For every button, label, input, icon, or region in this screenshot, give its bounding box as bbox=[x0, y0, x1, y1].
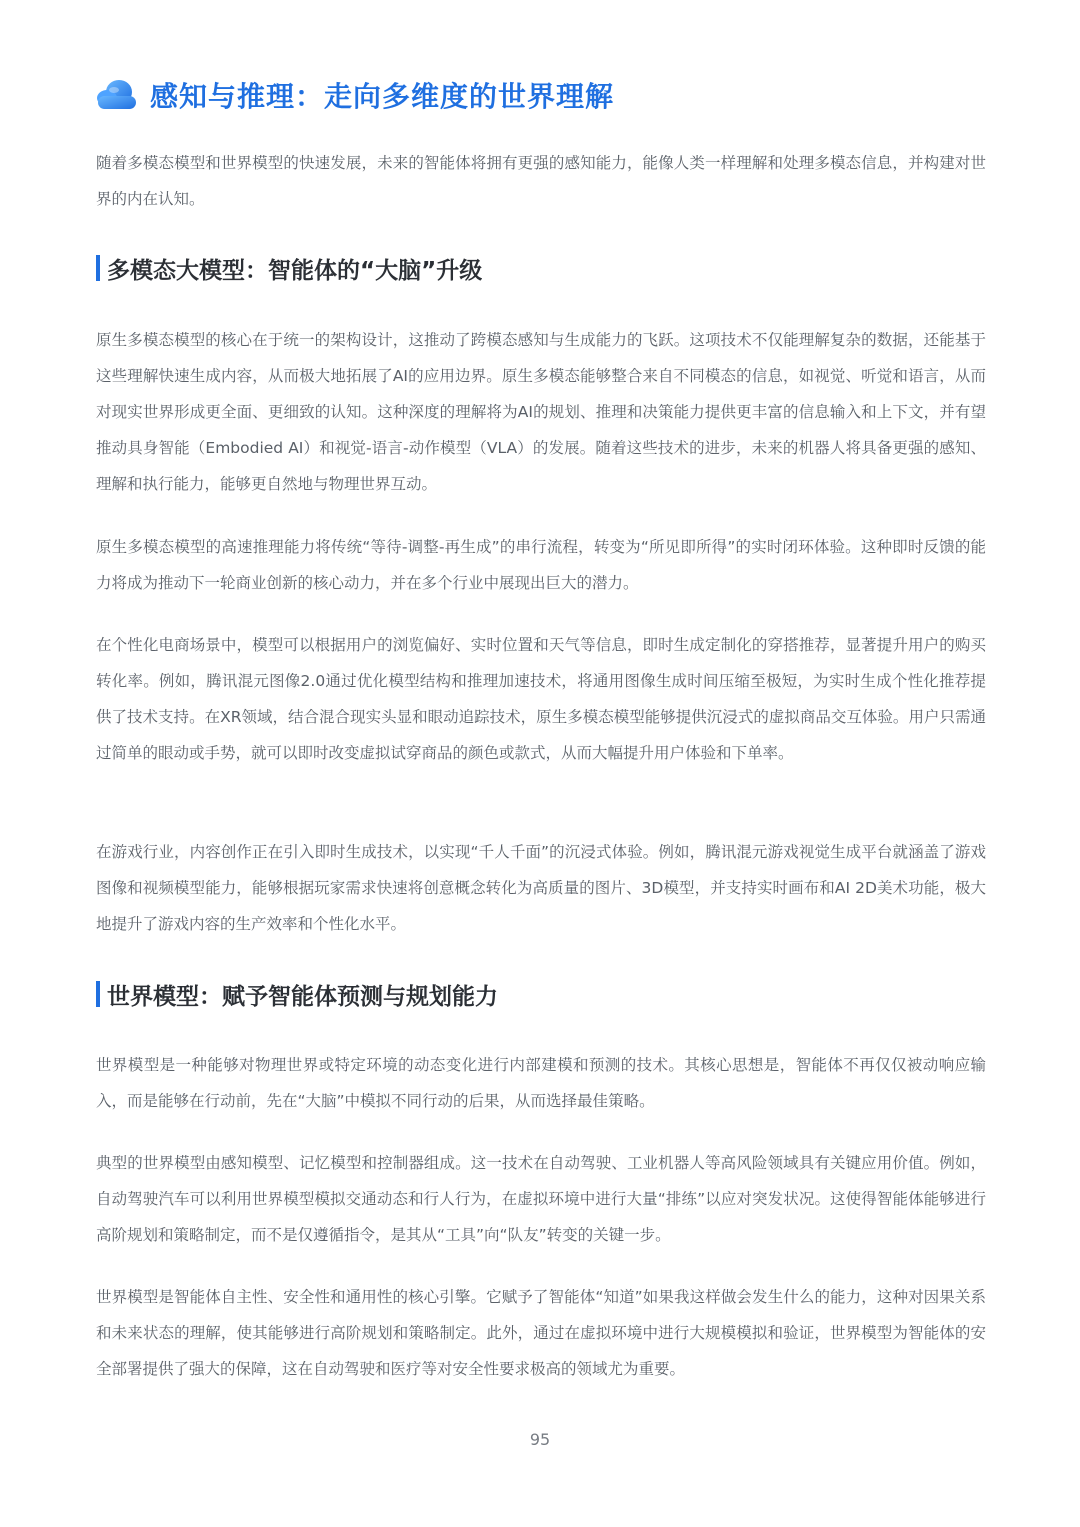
paragraph: 原生多模态模型的高速推理能力将传统“等待-调整-再生成”的串行流程，转变为“所见即所得”的实时闭环体验。这种即时反馈的能力将成为推动下一轮商业创新的核心动力，并在多个行业中展现出巨大的潜力。 bbox=[96, 538, 986, 592]
section-accent-bar bbox=[96, 981, 100, 1007]
intro-paragraph: 随着多模态模型和世界模型的快速发展，未来的智能体将拥有更强的感知能力，能像人类一样理解和处理多模态信息，并构建对世界的内在认知。 bbox=[96, 154, 986, 208]
page-number: 95 bbox=[529, 1430, 551, 1449]
cloud-icon bbox=[94, 78, 140, 112]
paragraph: 原生多模态模型的核心在于统一的架构设计，这推动了跨模态感知与生成能力的飞跃。这项技术不仅能理解复杂的数据，还能基于这些理解快速生成内容，从而极大地拓展了AI的应用边界。原生多模态能够整合来自不同模态的信息，如视觉、听觉和语言，从而对现实世界形成更全面、更细致的认知。这种深度的理解将为AI的规划、推理和决策能力提供更丰富的信息输入和上下文，并有望推动具身智能（Embodied AI）和视觉-语言-动作模型（VLA）的发展。随着这些技术的进步，未来的机器人将具备更强的感知、理解和执行能力，能够更自然地与物理世界互动。 bbox=[96, 331, 986, 493]
section-heading-text: 多模态大模型：智能体的“大脑”升级 bbox=[107, 257, 483, 284]
paragraph: 世界模型是一种能够对物理世界或特定环境的动态变化进行内部建模和预测的技术。其核心思想是，智能体不再仅仅被动响应输入，而是能够在行动前，先在“大脑”中模拟不同行动的后果，从而选择最佳策略。 bbox=[96, 1056, 986, 1110]
page-title-text: 感知与推理：走向多维度的世界理解 bbox=[150, 80, 615, 113]
paragraph: 在游戏行业，内容创作正在引入即时生成技术，以实现“千人千面”的沉浸式体验。例如，腾讯混元游戏视觉生成平台就涵盖了游戏图像和视频模型能力，能够根据玩家需求快速将创意概念转化为高质量的图片、3D模型，并支持实时画布和AI 2D美术功能，极大地提升了游戏内容的生产效率和个性化水平。 bbox=[96, 843, 986, 933]
page-title bbox=[94, 70, 614, 120]
paragraph: 在个性化电商场景中，模型可以根据用户的浏览偏好、实时位置和天气等信息，即时生成定制化的穿搭推荐，显著提升用户的购买转化率。例如，腾讯混元图像2.0通过优化模型结构和推理加速技术，将通用图像生成时间压缩至极短，为实时生成个性化推荐提供了技术支持。在XR领域，结合混合现实头显和眼动追踪技术，原生多模态模型能够提供沉浸式的虚拟商品交互体验。用户只需通过简单的眼动或手势，就可以即时改变虚拟试穿商品的颜色或款式，从而大幅提升用户体验和下单率。 bbox=[96, 636, 986, 762]
section-heading-multimodal bbox=[96, 251, 482, 285]
paragraph: 世界模型是智能体自主性、安全性和通用性的核心引擎。它赋予了智能体“知道”如果我这样做会发生什么的能力，这种对因果关系和未来状态的理解，使其能够进行高阶规划和策略制定。此外，通过在虚拟环境中进行大规模模拟和验证，世界模型为智能体的安全部署提供了强大的保障，这在自动驾驶和医疗等对安全性要求极高的领域尤为重要。 bbox=[96, 1288, 986, 1378]
section-heading-text: 世界模型：赋予智能体预测与规划能力 bbox=[107, 983, 498, 1010]
section-heading-world-model bbox=[96, 977, 498, 1011]
paragraph: 典型的世界模型由感知模型、记忆模型和控制器组成。这一技术在自动驾驶、工业机器人等高风险领域具有关键应用价值。例如，自动驾驶汽车可以利用世界模型模拟交通动态和行人行为，在虚拟环境中进行大量“排练”以应对突发状况。这使得智能体能够进行高阶规划和策略制定，而不是仅遵循指令，是其从“工具”向“队友”转变的关键一步。 bbox=[96, 1154, 986, 1244]
section-accent-bar bbox=[96, 255, 100, 281]
